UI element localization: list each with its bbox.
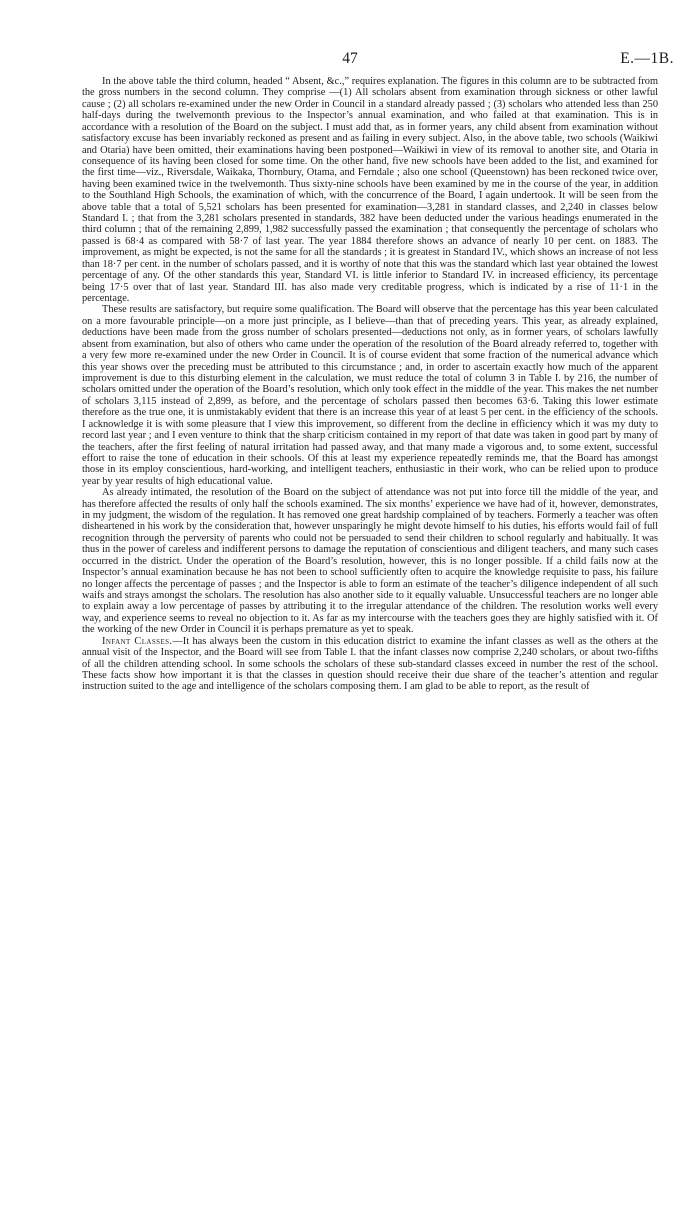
- paragraph-absent-column: In the above table the third column, headed “ Absent, &c.,” requires explanation. The figures in this column are to be subtracted from the gross numbers in the second column. They comprise —(1) All scholars absent from examination through sickness or other lawful cause ; (2) all scholars re-examined under the new Order in Council in a standard already passed ; (3) scholars who attended less than 250 half-days during the twelvemonth previous to the Inspector’s annual examination, and who failed at that examination. This is in accordance with a resolution of the Board on the subject. I must add that, as in former years, any child absent from examination without satisfactory excuse has been invariably reckoned as present and as failing in every subject. Also, in the above table, two schools (Waikiwi and Otaria) have been omitted, their examinations having been postponed—Waikiwi in view of its removal to another site, and Otaria in consequence of its having been closed for some time. On the other hand, five new schools have been added to the list, and examined for the first time—viz., Riversdale, Waikaka, Thornbury, Otama, and Ferndale ; also one school (Queenstown) has been reckoned twice over, having been examined twice in the twelvemonth. Thus sixty-nine schools have been examined by me in the course of the year, in addition to the Southland High Schools, the examination of which, with the concurrence of the Board, I again undertook. It will be seen from the above table that a total of 5,521 scholars has been presented for examination—3,281 in standard classes, and 2,240 in classes below Standard I. ; that from the 3,281 scholars presented in standards, 382 have been deducted under the various headings enumerated in the third column ; that of the remaining 2,899, 1,982 successfully passed the examination ; that consequently the percentage of scholars who passed is 68·4 as compared with 58·7 of last year. The year 1884 therefore shows an advance of nearly 10 per cent. on 1883. The improvement, as might be expected, is not the same for all the standards ; it is greatest in Standard IV., which shows an increase of not less than 18·7 per cent. in the number of scholars passed, and it is worthy of note that this was the standard which last year obtained the lowest percentage of any. Of the other standards this year, Standard VI. is little inferior to Standard IV. in increased efficiency, its percentage being 17·5 over that of last year. Standard III. has also made very creditable progress, which is indicated by a rise of 11·1 in the percentage.: [82, 76, 658, 305]
- paragraph-attendance-resolution: As already intimated, the resolution of the Board on the subject of attendance was not put into force till the middle of the year, and has therefore affected the results of only half the schools examined. The six months’ experience we have had of it, however, demonstrates, in my judgment, the wisdom of the regulation. It has removed one great hardship complained of by teachers. Formerly a teacher was often disheartened in his work by the consideration that, however unsparingly he might devote himself to his duties, his efforts would fail of full recognition through the perversity of parents who could not be persuaded to send their children to school regularly and habitually. It was thus in the power of careless and indifferent persons to damage the reputation of conscientious and diligent teachers, and many such cases occurred in the district. Under the operation of the Board’s resolution, however, this is no longer possible. If a child fails now at the Inspector’s annual examination because he has not been to school sufficiently often to acquire the knowledge requisite to pass, his failure no longer affects the percentage of passes ; and the Inspector is able to form an estimate of the teacher’s diligence independent of all such waifs and strays amongst the scholars. The resolution has also another side to it equally valuable. Unsuccessful teachers are no longer able to explain away a low percentage of passes by attributing it to the irregular attendance of the children. The resolution works well every way, and experience seems to reveal no objection to it. As far as my intercourse with the teachers goes they are highly satisfied with it. Of the working of the new Order in Council it is perhaps premature as yet to speak.: [82, 487, 658, 636]
- infant-classes-text: —It has always been the custom in this education district to examine the infant classes as well as the others at the annual visit of the Inspector, and the Board will see from Table I. that the infant classes now comprise 2,240 scholars, or about two-fifths of all the children attending school. In some schools the scholars of these sub-standard classes exceed in number the rest of the school. These facts show how important it is that the classes in question should receive their due share of the teacher’s attention and regular instruction suited to the age and intelligence of the scholars composing them. I am glad to be able to report, as the result of: [82, 635, 658, 693]
- paragraph-infant-classes: [82, 636, 658, 693]
- page-number: 47: [342, 50, 358, 67]
- paragraph-results-qualification: These results are satisfactory, but require some qualification. The Board will observe that the percentage has this year been calculated on a more favourable principle—on a more just principle, as I believe—than that of preceding years. This year, as already explained, deductions have been made from the gross number of scholars presented—deductions not only, as in former years, of scholars lawfully absent from examination, but also of others who came under the operation of the resolution of the Board already referred to, together with a very few more re-examined under the new Order in Council. It is of course evident that some fraction of the numerical advance which this year shows over the preceding must be attributed to this circumstance ; and, in order to ascertain exactly how much of the apparent improvement is due to this disturbing element in the calculation, we must reduce the total of column 3 in Table I. by 216, the number of scholars omitted under the operation of the Board’s resolution, which only took effect in the middle of the year. This makes the net number of scholars 3,115 instead of 2,899, as before, and the percentage of scholars passed then becomes 63·6. Taking this lower estimate therefore as the true one, it is unmistakably evident that there is an increase this year of at least 5 per cent. in the efficiency of the schools. I acknowledge it is with some pleasure that I view this improvement, so different from the decline in efficiency which it was my duty to record last year ; and I even venture to think that the sharp criticism contained in my report of that date was taken in good part by many of the teachers, after the first feeling of natural irritation had passed away, and that many made a vigorous and, to some extent, successful effort to raise the tone of education in their schools. Of this at least my experience repeatedly reminds me, that the Board has amongst those in its employ conscientious, hard-working, and intelligent teachers, enthusiastic in their work, who can be relied upon to produce year by year results of high educational value.: [82, 304, 658, 487]
- infant-classes-heading: Infant Classes.: [102, 635, 173, 647]
- body-text: [82, 76, 658, 693]
- page-header: [0, 50, 700, 70]
- section-code: E.—1B.: [620, 50, 674, 67]
